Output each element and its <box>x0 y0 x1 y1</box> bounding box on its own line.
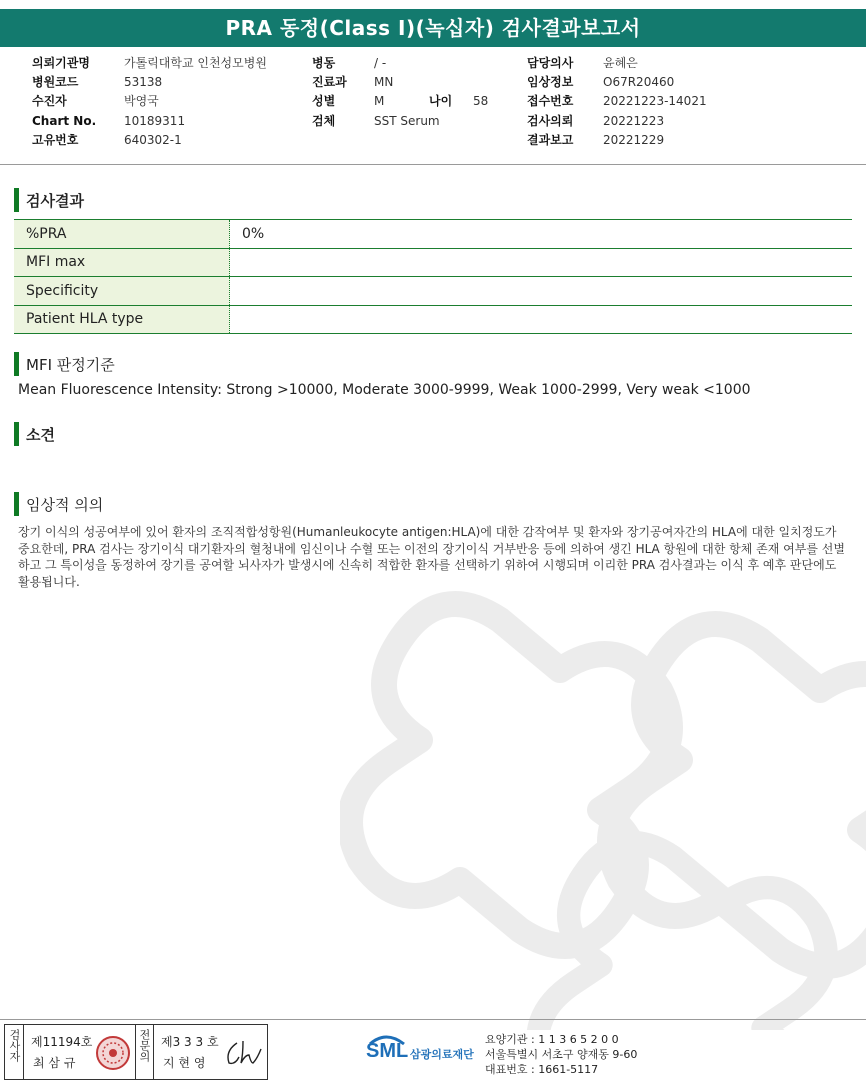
value-receipt-no: 20221223-14021 <box>603 94 707 109</box>
lab-info <box>485 1032 637 1077</box>
examiner-label <box>8 1029 20 1065</box>
value-sex: M <box>374 94 385 109</box>
box-divider <box>23 1025 24 1079</box>
value-hospital-code: 53138 <box>124 75 163 90</box>
header-patient-info <box>32 54 267 150</box>
header-divider <box>0 164 866 165</box>
label-age: 나이 <box>429 94 453 109</box>
label-doctor: 담당의사 <box>527 56 574 70</box>
footer-divider <box>0 1019 866 1020</box>
section-mfi-title: MFI 판정기준 <box>26 356 115 374</box>
label-department: 진료과 <box>312 75 347 90</box>
value-institution: 가톨릭대학교 인천성모병원 <box>124 56 267 70</box>
value-department: MN <box>374 75 394 90</box>
label-patient: 수진자 <box>32 94 67 109</box>
reviewer-label-text: 전문의 <box>138 1029 151 1062</box>
section-marker <box>14 492 19 516</box>
signature-box <box>4 1024 268 1080</box>
table-row <box>14 248 852 277</box>
examiner-license-no: 제11194호 <box>31 1035 93 1049</box>
value-report-date: 20221229 <box>603 132 665 147</box>
results-table <box>14 219 852 334</box>
value-request-date: 20221223 <box>603 113 665 128</box>
header-visit-info <box>312 54 488 131</box>
value-patient: 박영국 <box>124 94 159 109</box>
label-chart-no: Chart No. <box>32 113 97 128</box>
reviewer-label <box>138 1029 150 1065</box>
value-specimen: SST Serum <box>374 113 440 128</box>
section-clinical-title: 임상적 의의 <box>26 496 104 514</box>
label-institution: 의뢰기관명 <box>32 56 90 70</box>
result-value <box>230 305 853 334</box>
section-marker <box>14 188 19 212</box>
section-marker <box>14 352 19 376</box>
table-row <box>14 277 852 306</box>
section-marker <box>14 422 19 446</box>
lab-address: 서울특별시 서초구 양재동 9-60 <box>485 1048 638 1061</box>
reviewer-signature-icon <box>223 1037 263 1069</box>
label-specimen: 검체 <box>312 113 336 128</box>
value-doctor: 윤혜은 <box>603 56 638 70</box>
value-unique-no: 640302-1 <box>124 132 182 147</box>
lab-code: 요양기관 : 1 1 3 6 5 2 0 0 <box>485 1033 619 1046</box>
label-receipt-no: 접수번호 <box>527 94 574 109</box>
result-name: %PRA <box>14 220 230 249</box>
reviewer-name: 지 현 영 <box>163 1056 206 1070</box>
sml-logo-text: SML <box>366 1040 409 1062</box>
box-divider <box>135 1025 136 1079</box>
label-sex: 성별 <box>312 94 336 109</box>
result-value <box>230 248 853 277</box>
label-clinical-info: 임상정보 <box>527 75 574 90</box>
label-unique-no: 고유번호 <box>32 132 79 147</box>
clinical-significance-text: 장기 이식의 성공여부에 있어 환자의 조직적합성항원(Humanleukocyte antigen:HLA)에 대한 감작여부 및 환자와 장기공여자간의 HLA에 대한 일치정도가 중요한데, PRA 검사는 장기이식 대기환자의 혈청내에 임신이나 수혈 또는 이전의 장기이식 거부반응 등에 의하여 생긴 HLA 항원에 대한 항체 존재 여부를 선별하고 그 특이성을 동정하여 장기를 공여할 뇌사자가 발생시에 신속히 적합한 환자를 선택하기 위하여 시행되며 이리한 PRA 검사결과는 이식 후 예후 판단에도 활용됩니다. <box>18 525 845 589</box>
table-row <box>14 220 852 249</box>
value-ward: / - <box>374 56 387 70</box>
mfi-criteria-text: Mean Fluorescence Intensity: Strong >10000, Moderate 3000-9999, Weak 1000-2999, Very weak <1000 <box>18 382 751 398</box>
result-name: MFI max <box>14 248 230 277</box>
report-title: PRA 동정(Class I)(녹십자) 검사결과보고서 <box>225 16 641 40</box>
section-results-title: 검사결과 <box>26 192 84 210</box>
section-opinion-title: 소견 <box>26 426 55 444</box>
value-age: 58 <box>473 94 489 109</box>
examiner-label-text: 검사자 <box>8 1029 21 1062</box>
value-clinical-info: O67R20460 <box>603 75 675 90</box>
label-report-date: 결과보고 <box>527 132 574 147</box>
box-divider <box>153 1025 154 1079</box>
result-name: Specificity <box>14 277 230 306</box>
result-value <box>230 277 853 306</box>
result-name: Patient HLA type <box>14 305 230 334</box>
result-value: 0% <box>230 220 853 249</box>
header-order-info <box>527 54 707 150</box>
label-hospital-code: 병원코드 <box>32 75 79 90</box>
examiner-seal-icon <box>95 1035 131 1071</box>
report-title-bar <box>0 9 866 47</box>
examiner-name: 최 삼 규 <box>33 1056 76 1070</box>
value-chart-no: 10189311 <box>124 113 186 128</box>
lab-phone: 대표번호 : 1661-5117 <box>485 1063 599 1076</box>
label-ward: 병동 <box>312 56 336 70</box>
label-request-date: 검사의뢰 <box>527 113 574 128</box>
table-row <box>14 305 852 334</box>
org-name: 삼광의료재단 <box>410 1048 474 1061</box>
reviewer-license-no: 제3 3 3 호 <box>161 1035 219 1049</box>
